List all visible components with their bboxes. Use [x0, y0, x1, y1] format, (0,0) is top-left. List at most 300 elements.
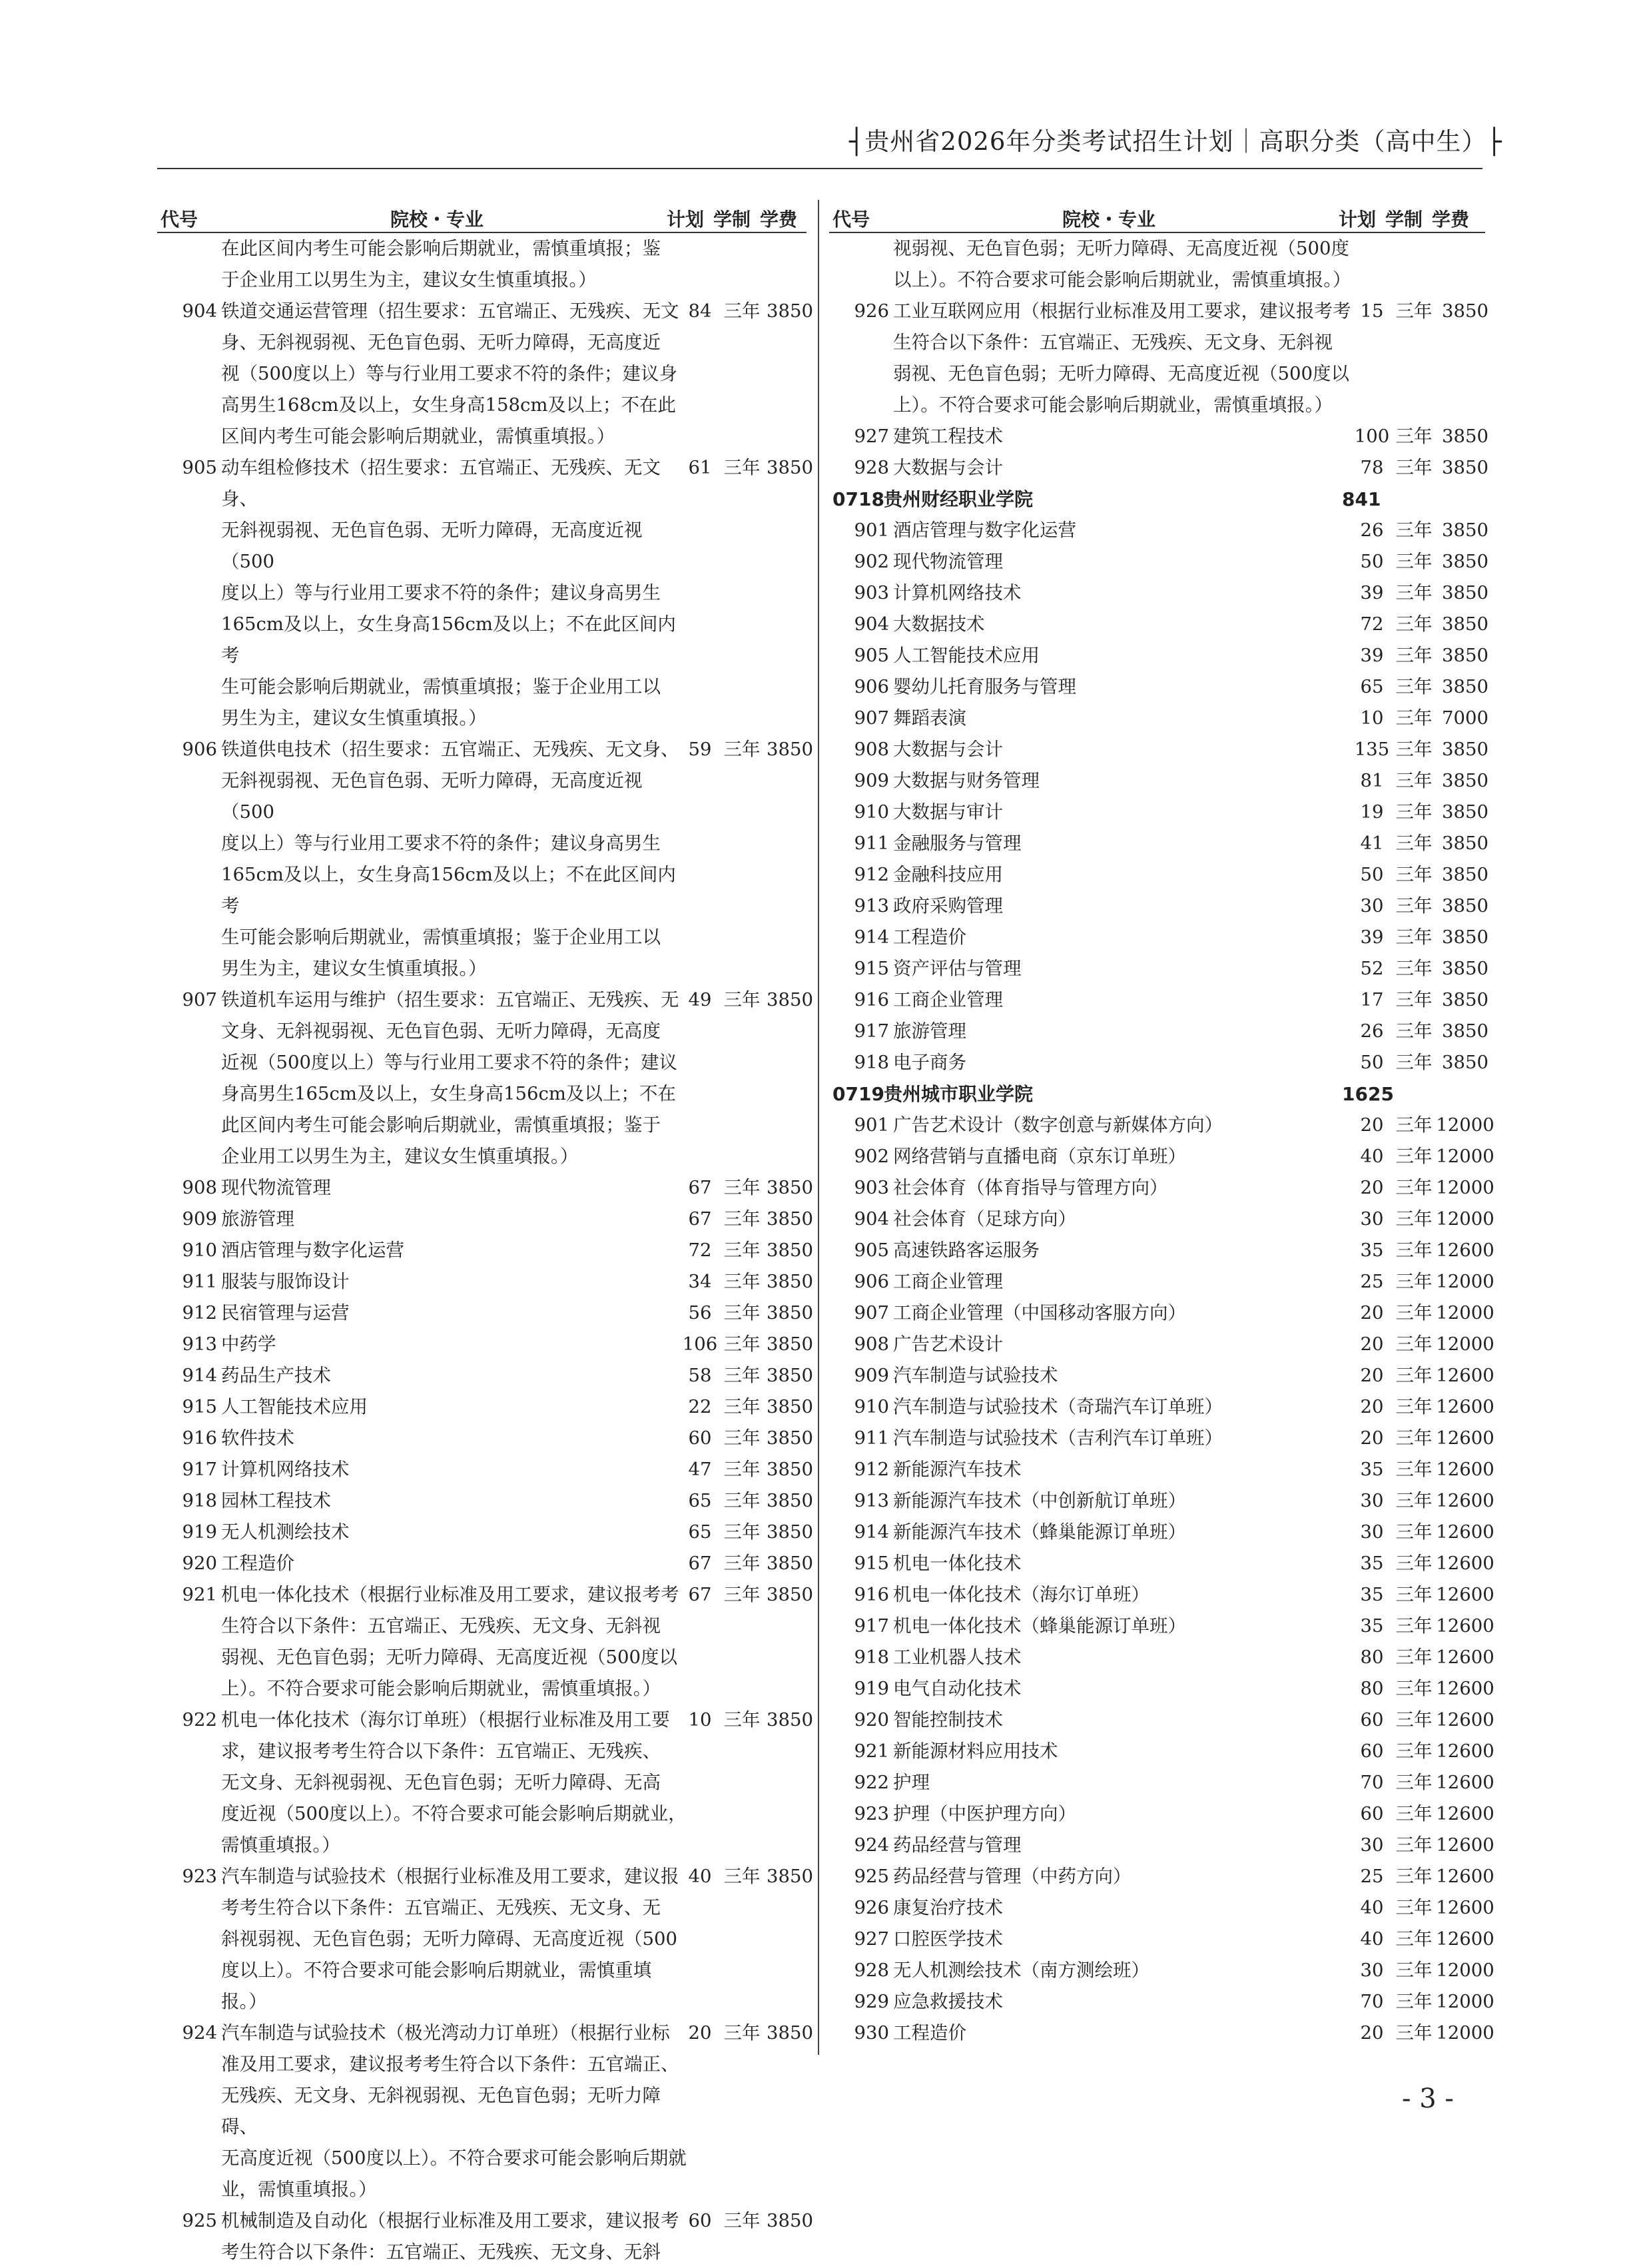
table-row: [157, 1172, 813, 1204]
program-code: 929: [854, 1991, 889, 2012]
tuition-fee: 3850: [1442, 645, 1488, 666]
table-row: [829, 1204, 1494, 1235]
tuition-fee: 12000: [1436, 1302, 1494, 1323]
tuition-fee: 12600: [1436, 1459, 1494, 1480]
program-name: 广告艺术设计（数字创意与新媒体方向）: [893, 1114, 1223, 1136]
plan-count: 60: [1360, 1803, 1384, 1824]
tuition-fee: 3850: [767, 1208, 813, 1230]
program-code: 928: [854, 1960, 889, 1981]
plan-count: 106: [682, 1333, 718, 1355]
program-name: 药品经营与管理: [893, 1834, 1022, 1856]
study-term: 三年: [1395, 1647, 1433, 1668]
table-row: [829, 671, 1488, 703]
program-name: 新能源汽车技术（中创新航订单班）: [893, 1490, 1186, 1511]
program-code: 916: [854, 1584, 889, 1605]
program-name: 社会体育（足球方向）: [893, 1208, 1076, 1230]
program-name: 建筑工程技术: [893, 426, 1003, 447]
tuition-fee: 3850: [1442, 300, 1488, 322]
program-name: 大数据与审计: [893, 801, 1003, 823]
program-code: 901: [854, 1114, 889, 1136]
study-term: 三年: [1395, 1271, 1433, 1292]
tuition-fee: 3850: [767, 457, 813, 478]
plan-count: 30: [1360, 1960, 1384, 1981]
school-total: 1625: [1342, 1083, 1394, 1105]
study-term: 三年: [1395, 1396, 1433, 1417]
study-term: 三年: [1395, 1928, 1433, 1950]
plan-count: 52: [1360, 958, 1384, 979]
plan-count: 65: [688, 1521, 712, 1543]
program-code: 923: [182, 1866, 217, 1887]
plan-count: 30: [1360, 1834, 1384, 1856]
plan-count: 61: [688, 457, 712, 478]
study-term: 三年: [1395, 645, 1433, 666]
tuition-fee: 3850: [767, 1490, 813, 1511]
plan-count: 25: [1360, 1271, 1384, 1292]
program-code: 917: [182, 1459, 217, 1480]
program-name: 酒店管理与数字化运营: [221, 1240, 404, 1261]
left-column: [157, 200, 813, 2268]
table-row: [829, 1391, 1494, 1423]
plan-count: 60: [1360, 1740, 1384, 1762]
study-term: 三年: [1395, 1584, 1433, 1605]
study-term: 三年: [1395, 676, 1433, 697]
study-term: 三年: [1395, 801, 1433, 823]
program-name: 人工智能技术应用: [893, 645, 1040, 666]
table-row: [829, 1141, 1494, 1172]
study-term: 三年: [723, 2210, 761, 2231]
plan-count: 67: [688, 1208, 712, 1230]
study-term: 三年: [723, 1866, 761, 1887]
study-term: 三年: [1395, 613, 1433, 635]
program-name: 现代物流管理: [893, 551, 1003, 572]
study-term: 三年: [1395, 770, 1433, 791]
program-code: 926: [854, 300, 889, 322]
col-name-header: 院校・专业: [1062, 208, 1156, 230]
program-name: 资产评估与管理: [893, 958, 1022, 979]
right-column: [829, 200, 1494, 2049]
study-term: 三年: [1395, 300, 1433, 322]
program-code: 921: [854, 1740, 889, 1762]
tuition-fee: 3850: [1442, 613, 1488, 635]
table-row: [829, 1611, 1494, 1642]
plan-count: 20: [688, 2022, 712, 2044]
running-header: ┤贵州省2026年分类考试招生计划｜高职分类（高中生）├: [849, 127, 1502, 156]
study-term: 三年: [723, 1271, 761, 1292]
program-code: 918: [854, 1052, 889, 1073]
program-code: 909: [182, 1208, 217, 1230]
plan-count: 39: [1360, 645, 1384, 666]
program-code: 910: [182, 1240, 217, 1261]
study-term: 三年: [1395, 1740, 1433, 1762]
plan-count: 35: [1360, 1553, 1384, 1574]
study-term: 三年: [723, 1427, 761, 1449]
program-code: 916: [854, 989, 889, 1010]
table-row: [157, 2018, 813, 2205]
study-term: 三年: [1395, 989, 1433, 1010]
program-code: 921: [182, 1584, 217, 1605]
tuition-fee: 3850: [767, 1302, 813, 1323]
program-code: 922: [854, 1772, 889, 1793]
program-code: 920: [182, 1553, 217, 1574]
table-row: [829, 1266, 1494, 1298]
program-code: 914: [854, 927, 889, 948]
tuition-fee: 3850: [1442, 1052, 1488, 1073]
program-code: 911: [182, 1271, 217, 1292]
plan-count: 22: [688, 1396, 712, 1417]
program-name: 铁道机车运用与维护（招生要求：五官端正、无残疾、无 文身、无斜视弱视、无色盲色弱、无听力障碍，无高度 近视（500度以上）等与行业用工要求不符的条件；建议 身高男生165cm及以上，女生身高156cm及以上；不在 此区间内考生可能会影响后期就业，需慎重填报；鉴于 企业用工以男生为主，建议女生慎重填报。）: [221, 989, 679, 1167]
plan-count: 30: [1360, 895, 1384, 917]
program-code: 922: [182, 1709, 217, 1730]
table-row: [829, 953, 1488, 984]
tuition-fee: 3850: [767, 1427, 813, 1449]
plan-count: 67: [688, 1177, 712, 1198]
plan-count: 60: [688, 2210, 712, 2231]
table-row: [829, 984, 1488, 1016]
tuition-fee: 12600: [1436, 1647, 1494, 1668]
study-term: 三年: [723, 1240, 761, 1261]
table-row: [829, 1360, 1494, 1391]
study-term: 三年: [1395, 1427, 1433, 1449]
tuition-fee: 12000: [1436, 1208, 1494, 1230]
program-name: 汽车制造与试验技术（奇瑞汽车订单班）: [893, 1396, 1223, 1417]
study-term: 三年: [723, 1459, 761, 1480]
school-code: 0718: [832, 488, 884, 510]
program-name: 旅游管理: [221, 1208, 294, 1230]
program-code: 903: [854, 1177, 889, 1198]
program-name: 社会体育（体育指导与管理方向）: [893, 1177, 1168, 1198]
table-row: [157, 452, 813, 734]
program-name: 机电一体化技术（海尔订单班）: [893, 1584, 1149, 1605]
plan-count: 26: [1360, 520, 1384, 541]
program-name: 新能源汽车技术: [893, 1459, 1022, 1480]
continued-text: 在此区间内考生可能会影响后期就业，需慎重填报；鉴 于企业用工以男生为主，建议女生慎重填报。）: [221, 238, 661, 290]
tuition-fee: 3850: [767, 1177, 813, 1198]
plan-count: 10: [1360, 707, 1384, 729]
study-term: 三年: [1395, 2022, 1433, 2044]
program-name: 金融科技应用: [893, 864, 1003, 885]
study-term: 三年: [723, 1553, 761, 1574]
program-name: 大数据与会计: [893, 739, 1003, 760]
tuition-fee: 3850: [767, 1365, 813, 1386]
col-plan-header: 计划: [1339, 208, 1377, 230]
table-row: [829, 296, 1488, 421]
tuition-fee: 12600: [1436, 1709, 1494, 1730]
tuition-fee: 3850: [1442, 1020, 1488, 1042]
plan-count: 35: [1360, 1240, 1384, 1261]
table-row: [829, 1798, 1494, 1830]
plan-count: 47: [688, 1459, 712, 1480]
study-term: 三年: [1395, 1553, 1433, 1574]
table-row: [829, 1642, 1494, 1673]
program-code: 901: [854, 520, 889, 541]
plan-count: 30: [1360, 1490, 1384, 1511]
tuition-fee: 3850: [1442, 426, 1488, 447]
table-row: [829, 1830, 1494, 1861]
study-term: 三年: [1395, 1772, 1433, 1793]
study-term: 三年: [1395, 1302, 1433, 1323]
plan-count: 40: [1360, 1928, 1384, 1950]
table-row: [157, 984, 813, 1172]
plan-count: 39: [1360, 927, 1384, 948]
program-name: 护理: [893, 1772, 930, 1793]
program-name: 无人机测绘技术: [221, 1521, 350, 1543]
program-code: 905: [182, 457, 217, 478]
program-code: 906: [182, 739, 217, 760]
program-name: 软件技术: [221, 1427, 294, 1449]
plan-count: 20: [1360, 1365, 1384, 1386]
tuition-fee: 12600: [1436, 1866, 1494, 1887]
continued-text: 视弱视、无色盲色弱；无听力障碍、无高度近视（500度 以上）。不符合要求可能会影响后期就业，需慎重填报。）: [893, 238, 1351, 290]
plan-count: 19: [1360, 801, 1384, 823]
tuition-fee: 3850: [1442, 895, 1488, 917]
study-term: 三年: [1395, 551, 1433, 572]
study-term: 三年: [1395, 1146, 1433, 1167]
plan-count: 60: [1360, 1709, 1384, 1730]
table-row: [829, 1423, 1494, 1454]
plan-count: 135: [1354, 739, 1390, 760]
study-term: 三年: [1395, 1177, 1433, 1198]
plan-count: 65: [1360, 676, 1384, 697]
program-name: 酒店管理与数字化运营: [893, 520, 1076, 541]
table-row: [157, 1360, 813, 1391]
tuition-fee: 12000: [1436, 1333, 1494, 1355]
program-name: 服装与服饰设计: [221, 1271, 350, 1292]
col-name-header: 院校・专业: [390, 208, 484, 230]
program-code: 912: [854, 864, 889, 885]
study-term: 三年: [723, 1333, 761, 1355]
program-code: 926: [854, 1897, 889, 1918]
program-name: 园林工程技术: [221, 1490, 331, 1511]
program-code: 902: [854, 1146, 889, 1167]
plan-count: 56: [688, 1302, 712, 1323]
program-code: 924: [854, 1834, 889, 1856]
plan-count: 26: [1360, 1020, 1384, 1042]
plan-count: 40: [688, 1866, 712, 1887]
program-code: 916: [182, 1427, 217, 1449]
table-row: [829, 734, 1488, 765]
study-term: 三年: [1395, 1052, 1433, 1073]
study-term: 三年: [723, 300, 761, 322]
program-name: 机电一体化技术: [893, 1553, 1022, 1574]
study-term: 三年: [723, 989, 761, 1010]
program-list: [829, 1110, 1494, 2049]
study-term: 三年: [723, 1302, 761, 1323]
plan-count: 30: [1360, 1208, 1384, 1230]
study-term: 三年: [1395, 1897, 1433, 1918]
program-name: 智能控制技术: [893, 1709, 1003, 1730]
tuition-fee: 12600: [1436, 1615, 1494, 1637]
program-name: 民宿管理与运营: [221, 1302, 350, 1323]
table-row: [157, 296, 813, 452]
study-term: 三年: [1395, 864, 1433, 885]
table-row: [829, 1110, 1494, 1141]
tuition-fee: 3850: [1442, 801, 1488, 823]
table-row: [157, 2205, 813, 2268]
study-term: 三年: [723, 1208, 761, 1230]
table-row: [829, 859, 1488, 891]
study-term: 三年: [723, 1490, 761, 1511]
table-row: [829, 1767, 1494, 1798]
tuition-fee: 3850: [767, 989, 813, 1010]
study-term: 三年: [723, 2022, 761, 2044]
program-code: 917: [854, 1615, 889, 1637]
table-row: [829, 1298, 1494, 1329]
study-term: 三年: [1395, 958, 1433, 979]
program-name: 旅游管理: [893, 1020, 966, 1042]
program-name: 康复治疗技术: [893, 1897, 1003, 1918]
program-name: 人工智能技术应用: [221, 1396, 368, 1417]
program-code: 924: [182, 2022, 217, 2044]
tuition-fee: 3850: [767, 1459, 813, 1480]
program-name: 中药学: [221, 1333, 276, 1355]
column-header: [829, 200, 1485, 233]
tuition-fee: 12600: [1436, 1678, 1494, 1699]
study-term: 三年: [723, 1396, 761, 1417]
plan-count: 50: [1360, 551, 1384, 572]
plan-count: 58: [688, 1365, 712, 1386]
plan-count: 35: [1360, 1459, 1384, 1480]
program-code: 911: [854, 1427, 889, 1449]
study-term: 三年: [1395, 1866, 1433, 1887]
tuition-fee: 12600: [1436, 1521, 1494, 1543]
plan-count: 20: [1360, 1177, 1384, 1198]
program-name: 广告艺术设计: [893, 1333, 1003, 1355]
tuition-fee: 12600: [1436, 1740, 1494, 1762]
plan-count: 20: [1360, 1333, 1384, 1355]
plan-count: 72: [1360, 613, 1384, 635]
col-fee-header: 学费: [760, 208, 798, 230]
table-row: [829, 828, 1488, 859]
tuition-fee: 12000: [1436, 1146, 1494, 1167]
table-row: [829, 515, 1488, 546]
tuition-fee: 3850: [1442, 864, 1488, 885]
table-row: [829, 421, 1488, 452]
study-term: 三年: [1395, 927, 1433, 948]
tuition-fee: 3850: [1442, 927, 1488, 948]
program-name: 机械制造及自动化（根据行业标准及用工要求，建议报考 考生符合以下条件：五官端正、无残疾、无文身、无斜: [221, 2210, 679, 2263]
program-name: 新能源材料应用技术: [893, 1740, 1058, 1762]
study-term: 三年: [1395, 1991, 1433, 2012]
program-name: 机电一体化技术（蜂巢能源订单班）: [893, 1615, 1186, 1637]
table-row: [829, 922, 1488, 953]
plan-count: 25: [1360, 1866, 1384, 1887]
program-name: 机电一体化技术（根据行业标准及用工要求，建议报考考 生符合以下条件：五官端正、无残疾、无文身、无斜视 弱视、无色盲色弱；无听力障碍、无高度近视（500度以 上）。不符合要求可能会影响后期就业，需慎重填报。）: [221, 1584, 679, 1699]
plan-count: 81: [1360, 770, 1384, 791]
plan-count: 20: [1360, 2022, 1384, 2044]
study-term: 三年: [1395, 1960, 1433, 1981]
table-row: [829, 1548, 1494, 1579]
running-header-text: 贵州省2026年分类考试招生计划｜高职分类（高中生）: [864, 127, 1487, 156]
program-name: 大数据与会计: [893, 457, 1003, 478]
tuition-fee: 3850: [767, 1521, 813, 1543]
tuition-fee: 12000: [1436, 2022, 1494, 2044]
table-row: [829, 765, 1488, 797]
study-term: 三年: [1395, 1365, 1433, 1386]
program-code: 907: [854, 707, 889, 729]
table-row: [829, 1704, 1494, 1736]
program-code: 912: [854, 1459, 889, 1480]
program-name: 汽车制造与试验技术（极光湾动力订单班）（根据行业标 准及用工要求，建议报考考生符合以下条件：五官端正、 无残疾、无文身、无斜视弱视、无色盲色弱；无听力障碍、 无高度近视（500度以上）。不符合要求可能会影响后期就 业，需慎重填报。）: [221, 2022, 687, 2200]
plan-count: 70: [1360, 1991, 1384, 2012]
table-row: [829, 1047, 1488, 1078]
study-term: 三年: [1395, 707, 1433, 729]
program-name: 铁道供电技术（招生要求：五官端正、无残疾、无文身、 无斜视弱视、无色盲色弱、无听力障碍，无高度近视（500 度以上）等与行业用工要求不符的条件；建议身高男生 165cm及以上，女生身高156cm及以上；不在此区间内考 生可能会影响后期就业，需慎重填报；鉴于企业用工以 男生为主，建议女生慎重填报。）: [221, 739, 679, 979]
tuition-fee: 3850: [1442, 958, 1488, 979]
plan-count: 78: [1360, 457, 1384, 478]
program-code: 914: [854, 1521, 889, 1543]
plan-count: 50: [1360, 1052, 1384, 1073]
plan-count: 80: [1360, 1678, 1384, 1699]
table-row: [829, 703, 1488, 734]
program-code: 930: [854, 2022, 889, 2044]
study-term: 三年: [1395, 1521, 1433, 1543]
study-term: 三年: [1395, 833, 1433, 854]
program-code: 902: [854, 551, 889, 572]
table-row: [829, 1861, 1494, 1892]
program-name: 高速铁路客运服务: [893, 1240, 1040, 1261]
program-name: 工商企业管理: [893, 989, 1003, 1010]
program-code: 912: [182, 1302, 217, 1323]
program-code: 925: [854, 1866, 889, 1887]
tuition-fee: 12600: [1436, 1772, 1494, 1793]
program-name: 口腔医学技术: [893, 1928, 1003, 1950]
program-code: 908: [854, 1333, 889, 1355]
tuition-fee: 3850: [1442, 833, 1488, 854]
program-code: 915: [854, 1553, 889, 1574]
table-row: [157, 1548, 813, 1579]
table-row: [157, 734, 813, 984]
program-name: 工商企业管理: [893, 1271, 1003, 1292]
table-row: [829, 1579, 1494, 1611]
study-term: 三年: [1395, 1208, 1433, 1230]
header-rule: [157, 168, 1482, 169]
tuition-fee: 12000: [1436, 1177, 1494, 1198]
col-term-header: 学制: [1385, 208, 1423, 230]
tuition-fee: 3850: [767, 1866, 813, 1887]
program-name: 大数据与财务管理: [893, 770, 1040, 791]
tuition-fee: 3850: [1442, 551, 1488, 572]
school-row: [829, 1078, 1485, 1110]
program-code: 927: [854, 1928, 889, 1950]
table-row: [829, 1329, 1494, 1360]
program-code: 909: [854, 770, 889, 791]
col-code-header: 代号: [832, 208, 870, 230]
table-row: [157, 1235, 813, 1266]
program-name: 工程造价: [893, 2022, 966, 2044]
study-term: 三年: [1395, 457, 1433, 478]
plan-count: 80: [1360, 1647, 1384, 1668]
plan-count: 34: [688, 1271, 712, 1292]
program-code: 923: [854, 1803, 889, 1824]
plan-count: 84: [688, 300, 712, 322]
tuition-fee: 12000: [1436, 1960, 1494, 1981]
table-row: [157, 1579, 813, 1704]
col-plan-header: 计划: [667, 208, 705, 230]
program-name: 工业机器人技术: [893, 1647, 1022, 1668]
study-term: 三年: [1395, 1240, 1433, 1261]
table-row: [829, 1517, 1494, 1548]
program-name: 网络营销与直播电商（京东订单班）: [893, 1146, 1186, 1167]
col-code-header: 代号: [161, 208, 198, 230]
tuition-fee: 12600: [1436, 1553, 1494, 1574]
program-name: 大数据技术: [893, 613, 985, 635]
tuition-fee: 3850: [767, 1396, 813, 1417]
school-code: 0719: [832, 1083, 884, 1105]
table-row: [157, 1485, 813, 1517]
table-row: [157, 1266, 813, 1298]
study-term: 三年: [1395, 1615, 1433, 1637]
plan-count: 20: [1360, 1396, 1384, 1417]
